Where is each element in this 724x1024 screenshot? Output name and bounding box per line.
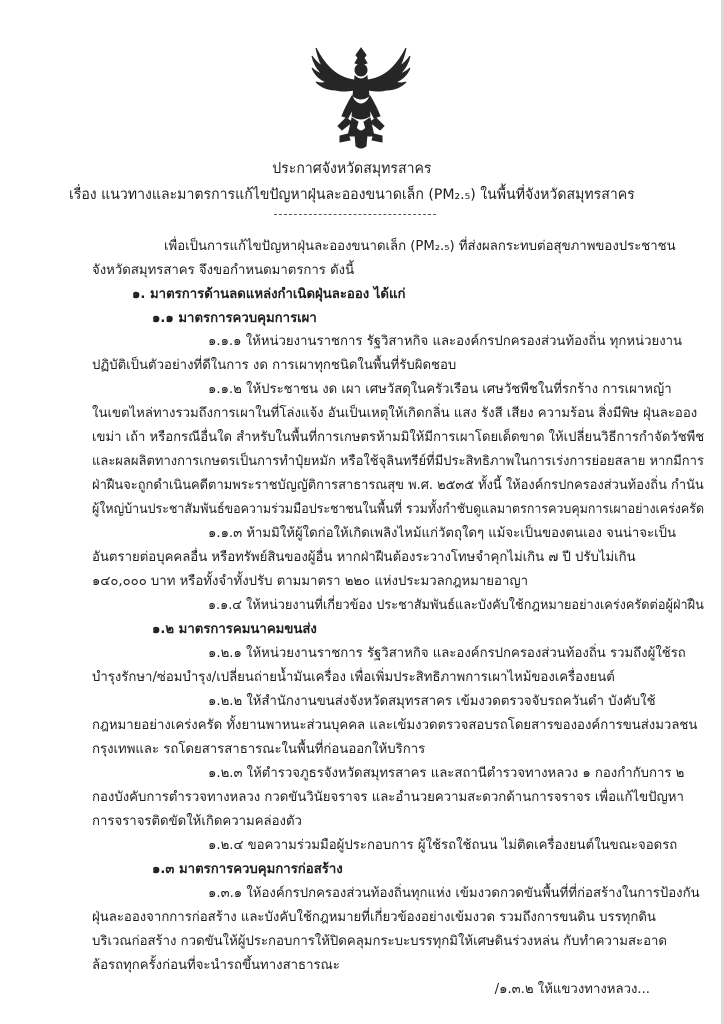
body-line: ๑.๒.๑ ให้หน่วยงานราชการ รัฐวิสาหกิจ และองค์กรปกครองส่วนท้องถิ่น รวมถึงผู้ใช้รถ (208, 646, 686, 661)
section-1-heading: ๑. มาตรการด้านลดแหล่งกำเนิดฝุ่นละออง ได้แก่ (132, 287, 406, 302)
continuation-note: /๑.๓.๒ ให้แขวงทางหลวง... (494, 982, 650, 997)
body-line: ฝุ่นละอองจากการก่อสร้าง และบังคับใช้กฎหมายที่เกี่ยวข้องอย่างเข้มงวด รวมถึงการขนดิน บรรทุกดิน (92, 910, 656, 925)
body-line: ผู้ใหญ่บ้านประชาสัมพันธ์ขอความร่วมมือประชาชนในพื้นที่ รวมทั้งกำชับดูแลมาตรการควบคุมการเผาอย่างเคร่งครัด (92, 502, 705, 517)
body-line: กองบังคับการตำรวจทางหลวง กวดขันวินัยจราจร และอำนวยความสะดวกด้านการจราจร เพื่อแก้ไขปัญหา (92, 790, 684, 805)
body-line: ๑.๑.๔ ให้หน่วยงานที่เกี่ยวข้อง ประชาสัมพันธ์และบังคับใช้กฎหมายอย่างเคร่งครัดต่อผู้ฝ่าฝืน (208, 598, 704, 613)
section-1-1-heading: ๑.๑ มาตรการควบคุมการเผา (152, 311, 317, 326)
body-line: อันตรายต่อบุคคลอื่น หรือทรัพย์สินของผู้อื่น หากฝ่าฝืนต้องระวางโทษจำคุกไม่เกิน ๗ ปี ปรับไม่เกิน (92, 550, 636, 565)
body-line: ๑.๑.๒ ให้ประชาชน งด เผา เศษวัสดุในครัวเรือน เศษวัชพืชในที่รกร้าง การเผาหญ้า (208, 382, 672, 397)
intro-line-2: จังหวัดสมุทรสาคร จึงขอกำหนดมาตรการ ดังนี้ (92, 263, 355, 278)
body-line: กฎหมายอย่างเคร่งครัด ทั้งยานพาหนะส่วนบุคคล และเข้มงวดตรวจสอบรถโดยสารขององค์การขนส่งมวลชน (92, 718, 698, 733)
body-line: ฝ่าฝืนจะถูกดำเนินคดีตามพระราชบัญญัติการสาธารณสุข พ.ศ. ๒๕๓๕ ทั้งนี้ ให้องค์กรปกครองส่วนท้องถิ่น กำนัน (92, 478, 704, 493)
body-line: ๑.๑.๓ ห้ามมิให้ผู้ใดก่อให้เกิดเพลิงไหม้แก่วัตถุใดๆ แม้จะเป็นของตนเอง จนน่าจะเป็น (208, 526, 677, 541)
body-line: ๑.๒.๒ ให้สำนักงานขนส่งจังหวัดสมุทรสาคร เข้มงวดตรวจจับรถควันดำ บังคับใช้ (208, 694, 656, 709)
body-line: ๑.๑.๑ ให้หน่วยงานราชการ รัฐวิสาหกิจ และองค์กรปกครองส่วนท้องถิ่น ทุกหน่วยงาน (208, 334, 683, 349)
body-line: ในเขตไหล่ทางรวมถึงการเผาในที่โล่งแจ้ง อันเป็นเหตุให้เกิดกลิ่น แสง รังสี เสียง ความร้อน สิ่งมีพิษ ฝุ่นละออง (92, 406, 698, 421)
section-1-3-heading: ๑.๓ มาตรการควบคุมการก่อสร้าง (152, 862, 343, 877)
body-line: ๑.๒.๓ ให้ตำรวจภูธรจังหวัดสมุทรสาคร และสถานีตำรวจทางหลวง ๑ กองกำกับการ ๒ (208, 766, 685, 781)
body-line: ๑.๒.๔ ขอความร่วมมือผู้ประกอบการ ผู้ใช้รถใช้ถนน ไม่ติดเครื่องยนต์ในขณะจอดรถ (208, 838, 678, 853)
body-line: ปฏิบัติเป็นตัวอย่างที่ดีในการ งด การเผาทุกชนิดในพื้นที่รับผิดชอบ (92, 358, 457, 373)
body-line: การจราจรติดขัดให้เกิดความคล่องตัว (92, 814, 302, 829)
body-line: ๑.๓.๑ ให้องค์กรปกครองส่วนท้องถิ่นทุกแห่ง เข้มงวดกวดขันพื้นที่ที่ก่อสร้างในการป้องกัน (208, 886, 700, 901)
garuda-emblem-icon (302, 42, 420, 152)
document-title: ประกาศจังหวัดสมุทรสาคร (272, 161, 432, 177)
body-line: ล้อรถทุกครั้งก่อนที่จะนำรถขึ้นทางสาธารณะ (92, 958, 340, 973)
body-line: ๑๔๐,๐๐๐ บาท หรือทั้งจำทั้งปรับ ตามมาตรา ๒๒๐ แห่งประมวลกฎหมายอาญา (92, 574, 529, 589)
section-1-2-heading: ๑.๒ มาตรการคมนาคมขนส่ง (152, 622, 317, 637)
intro-line-1: เพื่อเป็นการแก้ไขปัญหาฝุ่นละอองขนาดเล็ก (PM₂.₅) ที่ส่งผลกระทบต่อสุขภาพของประชาชน (164, 239, 676, 254)
body-line: กรุงเทพและ รถโดยสารสาธารณะในพื้นที่ก่อนออกให้บริการ (92, 742, 426, 757)
body-line: บริเวณก่อสร้าง กวดขันให้ผู้ประกอบการให้ปิดคลุมกระบะบรรทุกมิให้เศษดินร่วงหล่น กับทำความสะอาด (92, 934, 667, 949)
body-line: บำรุงรักษา/ซ่อมบำรุง/เปลี่ยนถ่ายน้ำมันเครื่อง เพื่อเพิ่มประสิทธิภาพการเผาไหม้ของเครื่องยนต์ (92, 670, 615, 685)
body-line: และผลผลิตทางการเกษตรเป็นการทำปุ๋ยหมัก หรือใช้จุลินทรีย์ที่มีประสิทธิภาพในการเร่งการย่อยสลาย หากมีการ (92, 454, 704, 469)
body-line: เขม่า เถ้า หรือกรณีอื่นใด สำหรับในพื้นที่การเกษตรห้ามมิให้มีการเผาโดยเด็ดขาด ให้เปลี่ยนวิธีการกำจัดวัชพืช (92, 430, 705, 445)
document-subject: เรื่อง แนวทางและมาตรการแก้ไขปัญหาฝุ่นละอองขนาดเล็ก (PM₂.₅) ในพื้นที่จังหวัดสมุทรสาคร (68, 187, 635, 203)
divider (274, 214, 436, 215)
